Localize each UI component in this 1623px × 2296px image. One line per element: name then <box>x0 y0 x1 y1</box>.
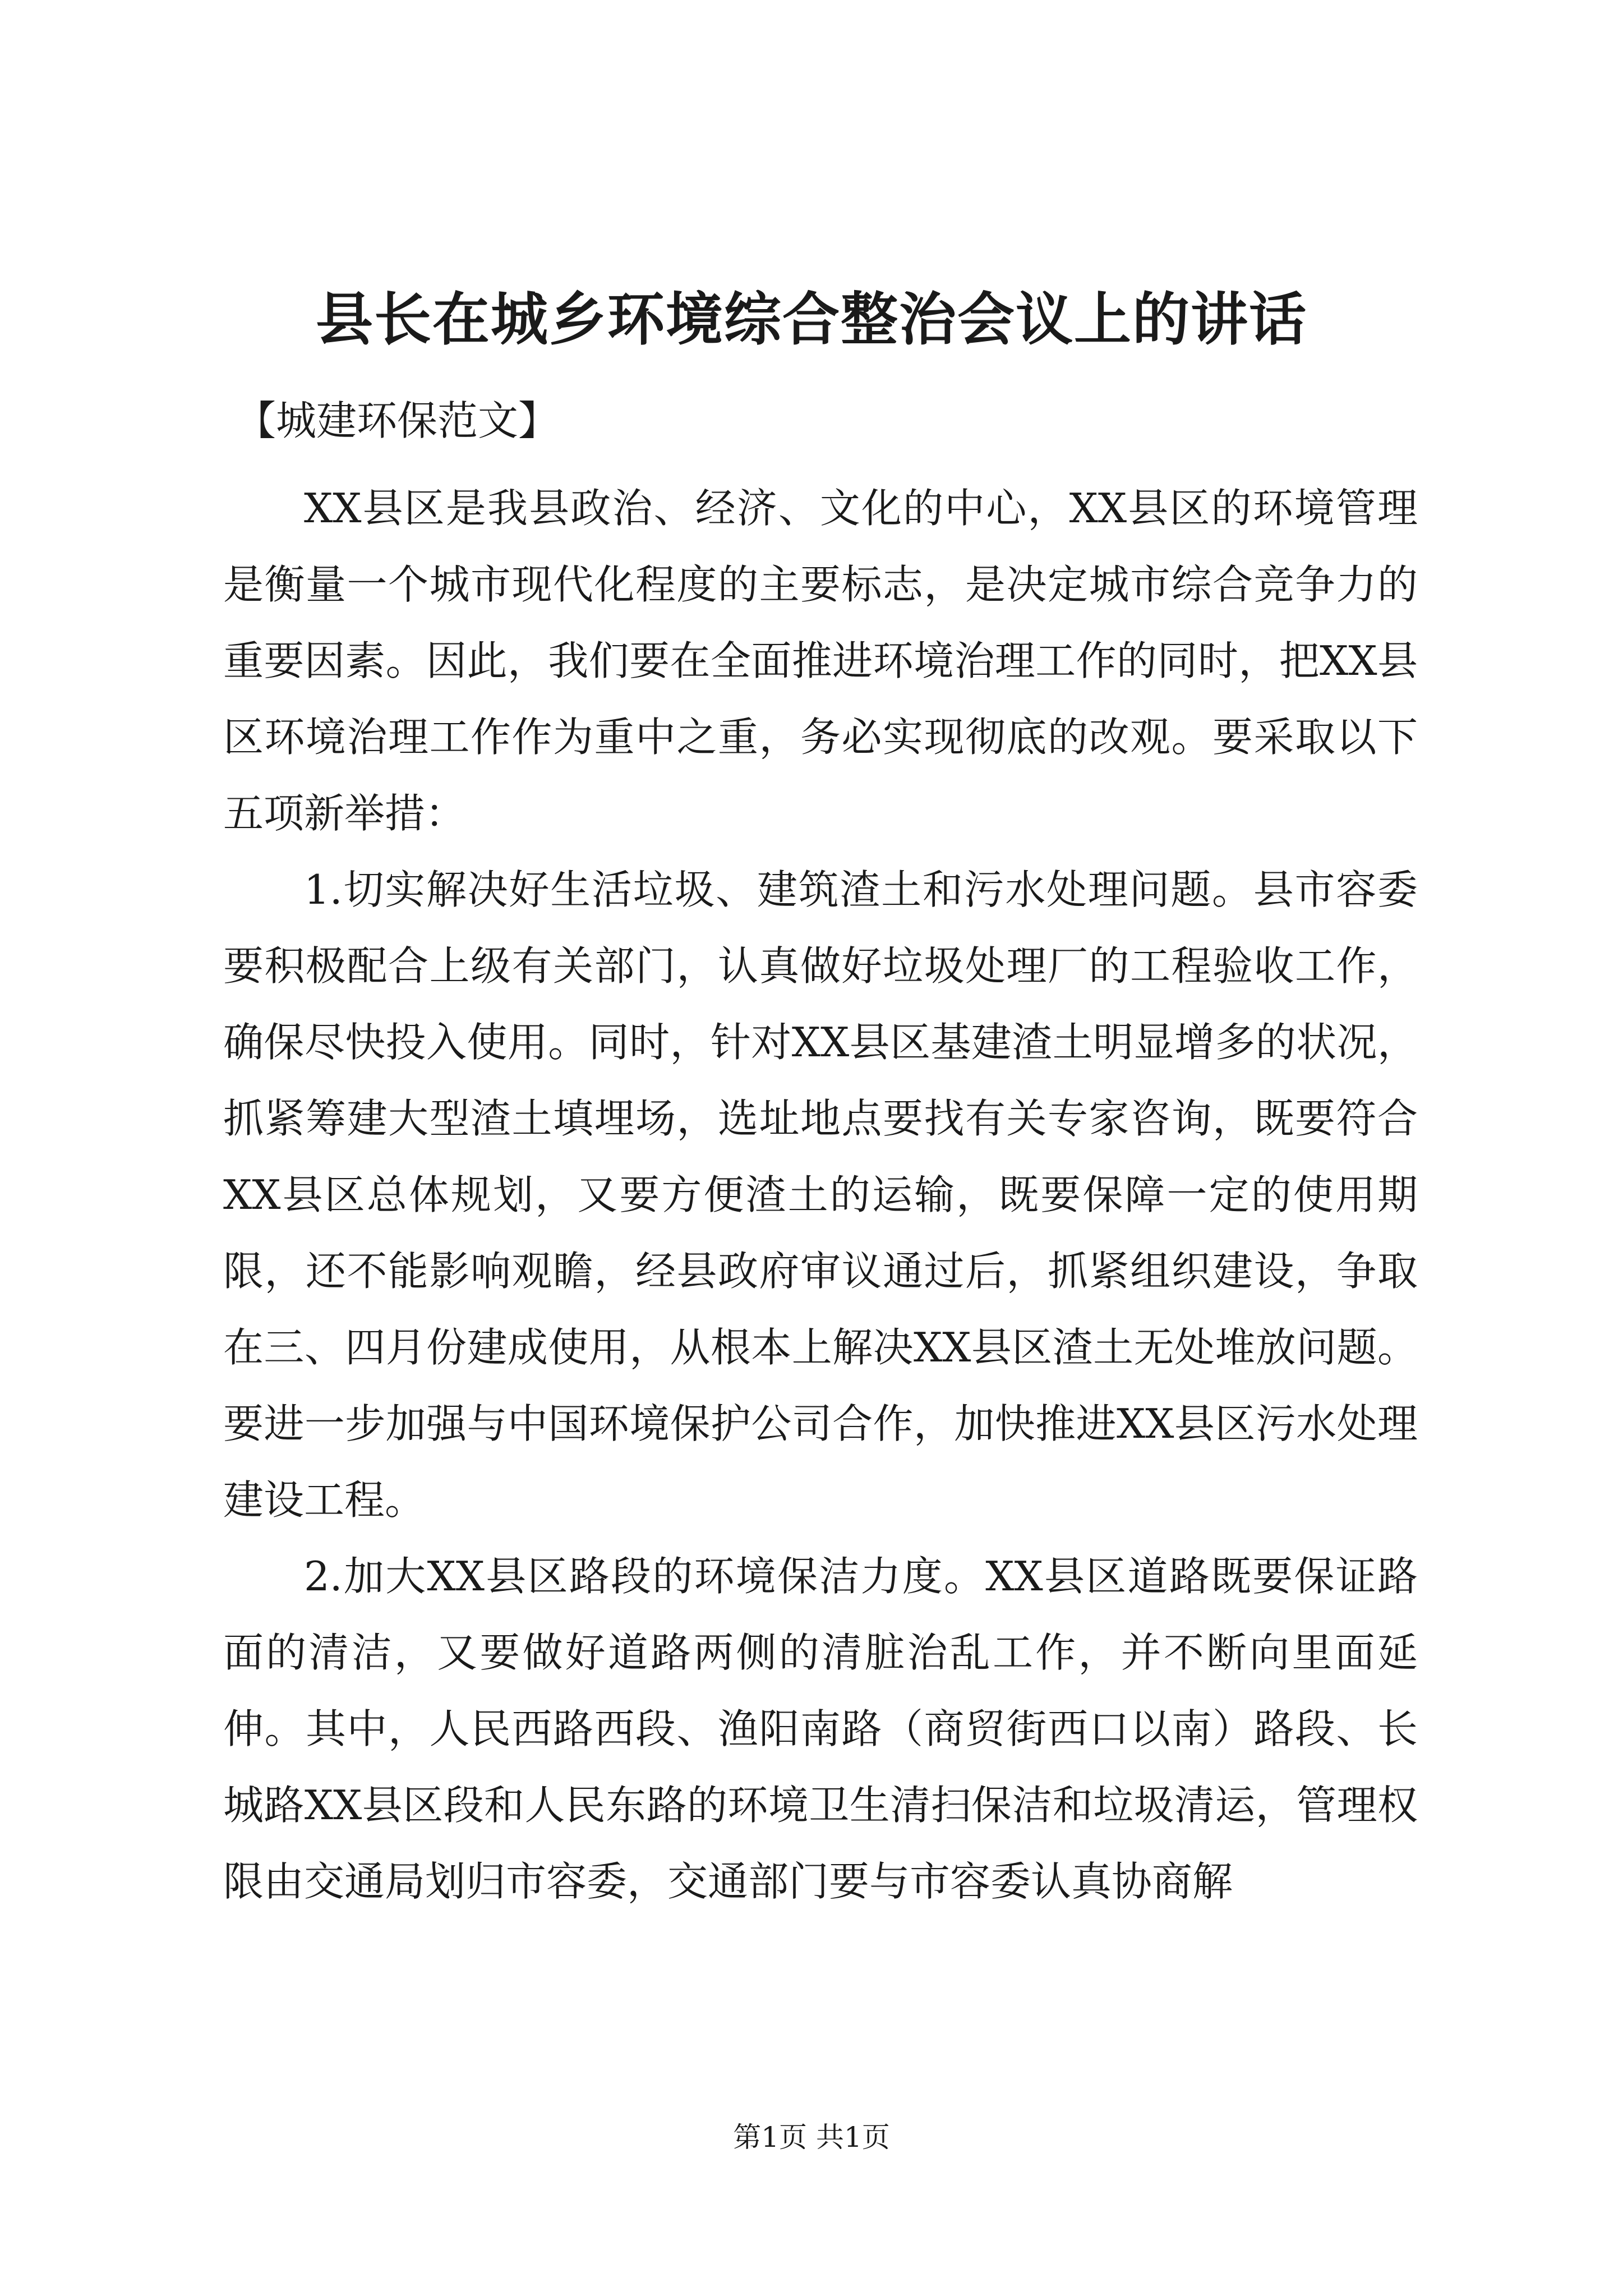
body-paragraph: XX县区是我县政治、经济、文化的中心，XX县区的环境管理是衡量一个城市现代化程度的主要标志，是决定城市综合竞争力的重要因素。因此，我们要在全面推进环境治理工作的同时，把XX县区环境治理工作作为重中之重，务必实现彻底的改观。要采取以下五项新举措： <box>223 485 1418 837</box>
document-body <box>223 470 1418 1920</box>
document-title: 县长在城乡环境综合整治会议上的讲话 <box>316 286 1307 353</box>
body-paragraph: 2.加大XX县区路段的环境保洁力度。XX县区道路既要保证路面的清洁，又要做好道路两侧的清脏治乱工作，并不断向里面延伸。其中，人民西路西段、渔阳南路（商贸街西口以南）路段、长城路XX县区段和人民东路的环境卫生清扫保洁和垃圾清运，管理权限由交通局划归市容委，交通部门要与市容委认真协商解 <box>223 1553 1418 1905</box>
page-number-footer: 第1页 共1页 <box>733 2121 890 2154</box>
body-paragraph: 1.切实解决好生活垃圾、建筑渣土和污水处理问题。县市容委要积极配合上级有关部门，认真做好垃圾处理厂的工程验收工作，确保尽快投入使用。同时，针对XX县区基建渣土明显增多的状况，抓紧筹建大型渣土填埋场，选址地点要找有关专家咨询，既要符合XX县区总体规划，又要方便渣土的运输，既要保障一定的使用期限，还不能影响观瞻，经县政府审议通过后，抓紧组织建设，争取在三、四月份建成使用，从根本上解决XX县区渣土无处堆放问题。要进一步加强与中国环境保护公司合作，加快推进XX县区污水处理建设工程。 <box>223 866 1418 1524</box>
document-category: 【城建环保范文】 <box>236 397 559 444</box>
